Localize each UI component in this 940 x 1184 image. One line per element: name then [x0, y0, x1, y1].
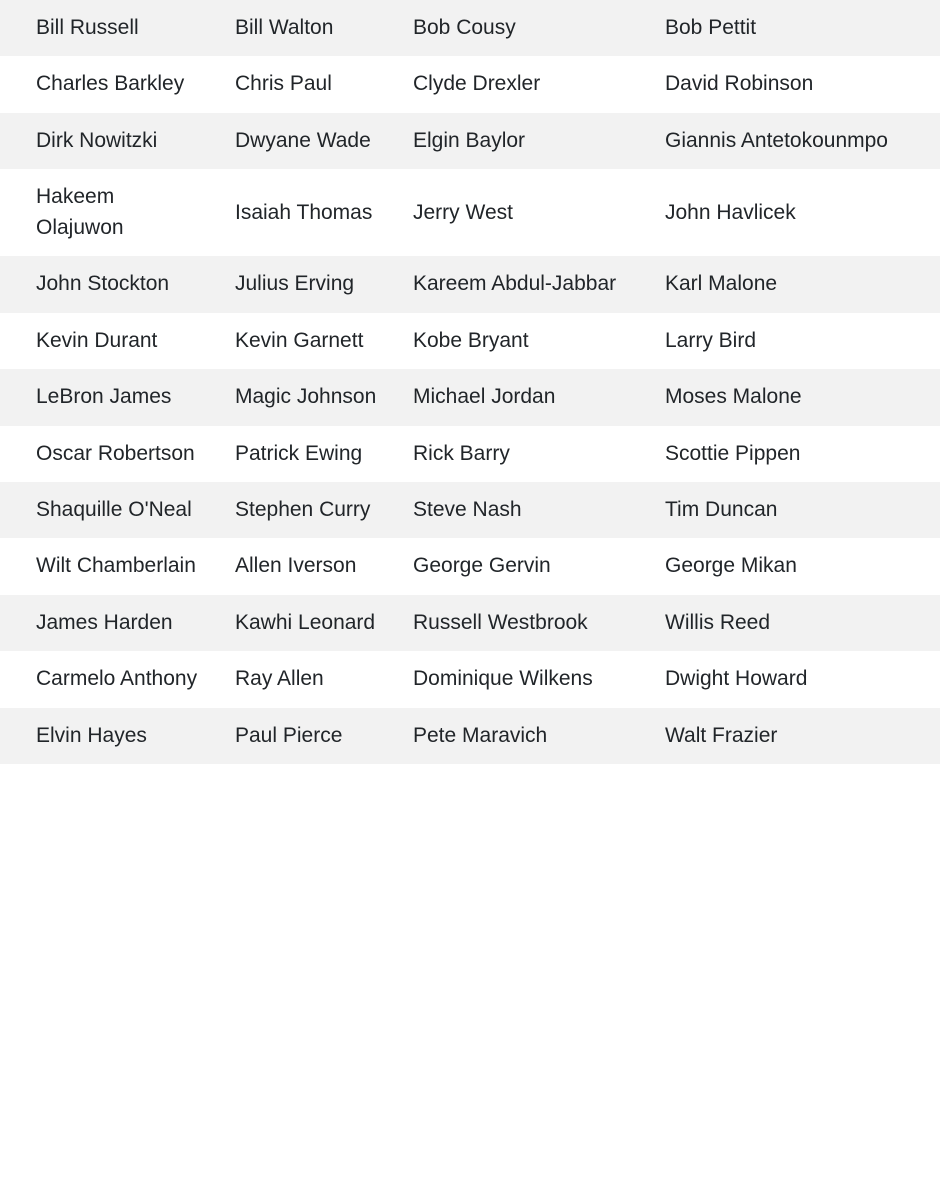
- table-cell: Kareem Abdul-Jabbar: [397, 256, 641, 312]
- table-cell: Bob Pettit: [641, 0, 940, 56]
- table-row: [0, 369, 940, 425]
- table-cell: Michael Jordan: [397, 369, 641, 425]
- table-row: [0, 651, 940, 707]
- table-cell: Moses Malone: [641, 369, 940, 425]
- table-cell: Clyde Drexler: [397, 56, 641, 112]
- table-cell: Giannis Antetokounmpo: [641, 113, 940, 169]
- table-cell: Kobe Bryant: [397, 313, 641, 369]
- table-cell: Bill Walton: [217, 0, 397, 56]
- table-cell: LeBron James: [0, 369, 217, 425]
- table-cell: Scottie Pippen: [641, 426, 940, 482]
- table-cell: Shaquille O'Neal: [0, 482, 217, 538]
- table-cell: Hakeem Olajuwon: [0, 169, 217, 256]
- table-row: [0, 426, 940, 482]
- table-cell: David Robinson: [641, 56, 940, 112]
- table-row: [0, 482, 940, 538]
- table-cell: Isaiah Thomas: [217, 169, 397, 256]
- table-cell: Carmelo Anthony: [0, 651, 217, 707]
- table-cell: Elvin Hayes: [0, 708, 217, 764]
- table-cell: Oscar Robertson: [0, 426, 217, 482]
- table-cell: Pete Maravich: [397, 708, 641, 764]
- table-row: [0, 538, 940, 594]
- table-cell: Allen Iverson: [217, 538, 397, 594]
- table-cell: Bill Russell: [0, 0, 217, 56]
- table-cell: Stephen Curry: [217, 482, 397, 538]
- table-cell: Willis Reed: [641, 595, 940, 651]
- table-row: [0, 0, 940, 56]
- table-cell: Wilt Chamberlain: [0, 538, 217, 594]
- table-cell: John Havlicek: [641, 169, 940, 256]
- table-row: [0, 595, 940, 651]
- table-row: [0, 56, 940, 112]
- table-cell: Larry Bird: [641, 313, 940, 369]
- table-cell: Russell Westbrook: [397, 595, 641, 651]
- table-row: [0, 313, 940, 369]
- table-cell: Karl Malone: [641, 256, 940, 312]
- table-cell: Chris Paul: [217, 56, 397, 112]
- table-cell: John Stockton: [0, 256, 217, 312]
- table-cell: George Gervin: [397, 538, 641, 594]
- table-row: [0, 113, 940, 169]
- table-cell: Dominique Wilkens: [397, 651, 641, 707]
- table-row: [0, 256, 940, 312]
- table-cell: Bob Cousy: [397, 0, 641, 56]
- table-cell: George Mikan: [641, 538, 940, 594]
- table-cell: Dirk Nowitzki: [0, 113, 217, 169]
- table-cell: James Harden: [0, 595, 217, 651]
- table-cell: Steve Nash: [397, 482, 641, 538]
- table-cell: Jerry West: [397, 169, 641, 256]
- table-cell: Ray Allen: [217, 651, 397, 707]
- table-cell: Kevin Durant: [0, 313, 217, 369]
- table-cell: Dwight Howard: [641, 651, 940, 707]
- table-cell: Patrick Ewing: [217, 426, 397, 482]
- table-cell: Julius Erving: [217, 256, 397, 312]
- table-cell: Elgin Baylor: [397, 113, 641, 169]
- table-cell: Walt Frazier: [641, 708, 940, 764]
- table-cell: Kevin Garnett: [217, 313, 397, 369]
- table-row: [0, 169, 940, 256]
- table-cell: Kawhi Leonard: [217, 595, 397, 651]
- table-row: [0, 708, 940, 764]
- table-cell: Magic Johnson: [217, 369, 397, 425]
- table-cell: Rick Barry: [397, 426, 641, 482]
- table-cell: Dwyane Wade: [217, 113, 397, 169]
- table-cell: Charles Barkley: [0, 56, 217, 112]
- table-cell: Tim Duncan: [641, 482, 940, 538]
- table-cell: Paul Pierce: [217, 708, 397, 764]
